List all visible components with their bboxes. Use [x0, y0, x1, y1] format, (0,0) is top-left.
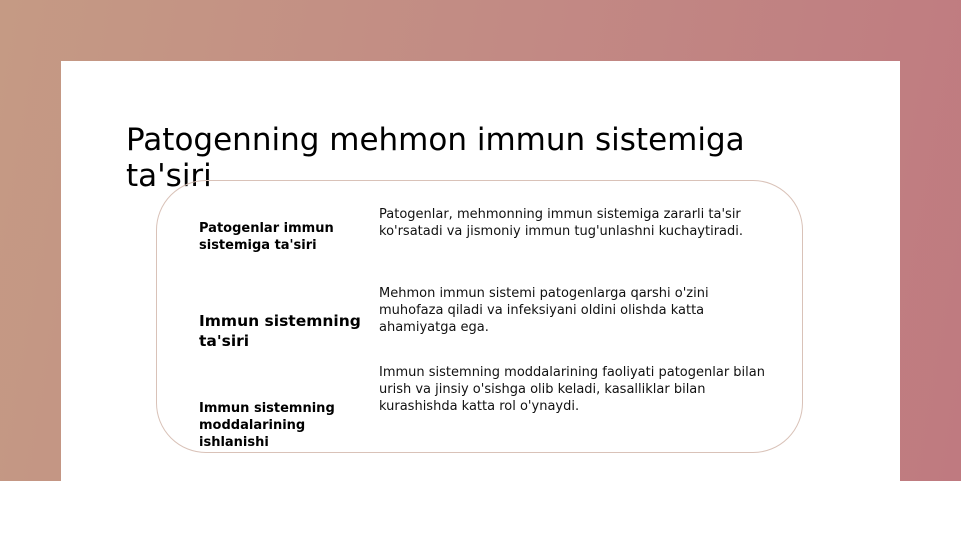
row-label: Immun sistemning moddalarining ishlanishi: [199, 401, 335, 450]
row-text: Mehmon immun sistemi patogenlarga qarshi o'zini muhofaza qiladi va infeksiyani oldini olishda katta ahamiyatga ega.: [379, 286, 709, 335]
row-label: Immun sistemning ta'siri: [199, 312, 361, 350]
row-text: Immun sistemning moddalarining faoliyati patogenlar bilan urish va jinsiy o'sishga olib keladi, kasalliklar bilan kurashishda katta rol o'ynaydi.: [379, 365, 765, 414]
row-label: Patogenlar immun sistemiga ta'siri: [199, 221, 334, 253]
slide-title: Patogenning mehmon immun sistemiga ta'siri: [126, 122, 745, 194]
row-text: Patogenlar, mehmonning immun sistemiga zararli ta'sir ko'rsatadi va jismoniy immun tug'unlashni kuchaytiradi.: [379, 207, 744, 239]
